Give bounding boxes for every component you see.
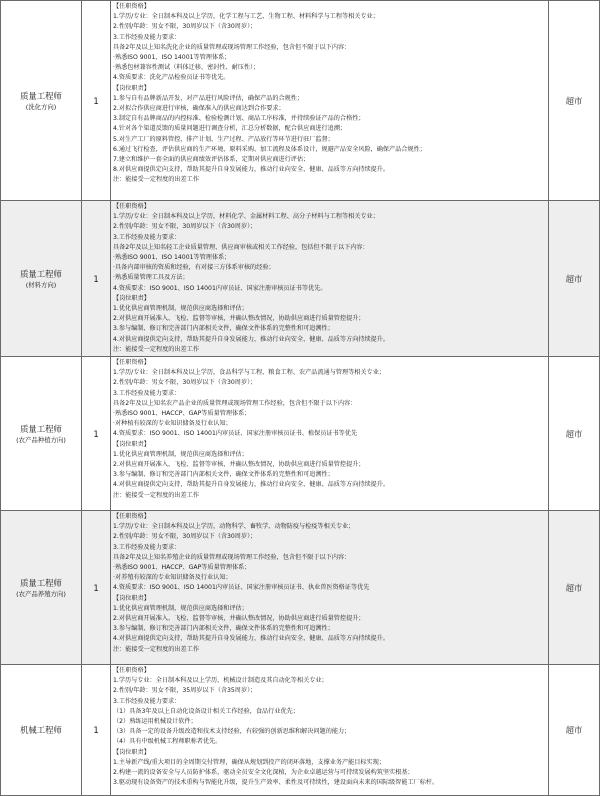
description-line: 3.参与编制、修订和完善部门内部相关文件，确保文件体系的完整性和可追溯性； xyxy=(113,325,334,333)
description-line: 7.建立和维护一套全面的供应商绩效评估体系，定期对供应商进行评估； xyxy=(113,156,310,164)
description-line: 3.工作经验及能力要求： xyxy=(113,389,181,397)
description-line: ·对种植有较深的专业知识储备及行业认知； xyxy=(113,420,232,428)
job-title-cell xyxy=(1,1,82,201)
description-line: 5.对生产工厂的原料管控、排产计划、生产过程、产品放行等环节进行驻厂监督； xyxy=(113,135,334,143)
description-line: 3.制定自有品牌商品的内控标准、检验检测计划、商品工序标准，并持续验证产品的合格性； xyxy=(113,115,365,123)
description-line: 2.对供应商开展准入、飞检、监督等审核，并确认整改情况，协助供应商进行质量管控提升； xyxy=(113,615,365,623)
description-line: 1.学历/专业：全日制本科及以上学历，食品科学与工程、粮食工程、农产品流通与管理等相关专业； xyxy=(113,369,385,377)
headcount: 1 xyxy=(82,1,111,201)
description-line: 2.性别/年龄：男女不限，30周岁以下（含30周岁）； xyxy=(113,379,257,387)
description-line: 【岗位职责】 xyxy=(113,440,150,448)
description-line: ·熟悉质量管理工具及方法； xyxy=(113,274,189,282)
job-direction: (洗化方向) xyxy=(25,102,57,111)
description-line: ·熟悉ISO 9001、ISO 14001等管理体系； xyxy=(113,254,231,262)
description-line: 注：能接受一定程度的出差工作 xyxy=(113,491,199,499)
job-title: 机械工程师 xyxy=(20,725,62,736)
job-row xyxy=(1,357,600,511)
description-line: 4.资质要求：洗化产品检验员证书等优先。 xyxy=(113,74,230,82)
description-line: 2.性别/年龄：男女不限，30周岁以下（含30周岁）； xyxy=(113,223,257,231)
job-title-cell xyxy=(1,357,82,511)
description-line: 8.对供应商提供定向支持，帮助其提升自身发展能力，推动行业向安全、健康、品质等方向持续提升。 xyxy=(113,166,390,174)
description-line: 【岗位职责】 xyxy=(113,84,150,92)
description-line: 2.性别/年龄：男女不限，30周岁以下（含30周岁）； xyxy=(113,533,257,541)
description-line: 【任职资格】 xyxy=(113,513,150,521)
description-line: 具备2年及以上知名农产品企业的质量管理或现场管理工作经验，包含但不限于以下内容： xyxy=(113,399,357,407)
job-title: 质量工程师 xyxy=(20,90,62,101)
description-line: 4.资质要求：ISO 9001、ISO 14001内审员证、国家注册审核员证书、执业兽医资格证等优先 xyxy=(113,584,370,592)
job-row xyxy=(1,1,600,201)
description-line: 3.工作经验及能力要求： xyxy=(113,697,181,705)
headcount: 1 xyxy=(82,201,111,357)
description-line: ·具备内部审核的资质和经验，有对接三方体系审核的经验； xyxy=(113,264,275,272)
department: 超市 xyxy=(549,511,600,665)
job-title: 质量工程师 xyxy=(20,423,62,434)
description-line: 2.对拟合作供应商进行审核，确保准入的供应商达到合作要求； xyxy=(113,105,285,113)
description-line: 4.对供应商提供定向支持，帮助其提升自身发展能力，推动行业向安全、健康、品质等方向持续提升。 xyxy=(113,481,390,489)
description-line: ·熟悉ISO 9001、ISO 14001等管理体系； xyxy=(113,54,231,62)
description-line: 3.工作经验及能力要求： xyxy=(113,543,181,551)
description-line: 2.对供应商开展准入、飞检、监督等审核，并确认整改情况，协助供应商进行质量管控提升； xyxy=(113,315,365,323)
description-line: 1.学历/专业：全日制本科及以上学历，动物科学、畜牧学、动物防疫与检疫等相关专业； xyxy=(113,523,355,531)
department: 超市 xyxy=(549,1,600,201)
description-line: 1.主导新产线/重大项目的全周期交付管理，确保从规划到投产的闭环落地，支撑业务产能目标实现； xyxy=(113,758,385,766)
description-line: 具备2年及以上知名养殖企业的质量管理或现场管理工作经验，包含但不限于以下内容： xyxy=(113,553,351,561)
description-line: 4.针对各个渠道反馈的质量问题进行调查分析，汇总分析数据，配合供应商进行追溯； xyxy=(113,125,347,133)
job-title-cell xyxy=(1,665,82,796)
job-direction: (农产品养殖方向) xyxy=(16,589,66,598)
job-direction: (农产品种植方向) xyxy=(16,435,66,444)
job-description xyxy=(111,1,549,201)
description-line: 【任职资格】 xyxy=(113,3,150,10)
description-line: 1.学历/专业：全日制本科及以上学历，材料化学、金属材料工程、高分子材料与工程等相关专业； xyxy=(113,213,379,221)
description-line: 1.优化供应商管理机制，规范供应商选择和评估； xyxy=(113,450,248,458)
description-line: 3.工作经验及能力要求： xyxy=(113,33,181,41)
job-direction: (材料方向) xyxy=(25,280,57,289)
job-description xyxy=(111,511,549,665)
description-line: 1.学历/专业：全日制本科及以上学历，化学工程与工艺、生物工程、材料科学与工程等相关专业； xyxy=(113,13,379,21)
description-line: 4.资质要求：ISO 9001、ISO 14001内审员证、国家注册审核员证书等优先。 xyxy=(113,284,327,292)
department: 超市 xyxy=(549,665,600,796)
job-description xyxy=(111,357,549,511)
description-line: 【任职资格】 xyxy=(113,203,150,210)
description-line: （1）具备3年及以上自动化设备设计相关工作经验，食品行业优先； xyxy=(113,707,299,715)
description-line: ·熟悉ISO 9001、HACCP、GAP等质量管理体系； xyxy=(113,564,251,572)
job-row xyxy=(1,201,600,357)
department: 超市 xyxy=(549,357,600,511)
description-line: 3.驱动现有设备资产的技术重构与智能化升级，提升生产效率、柔性及可持续性，建设面向未来的国际级智能工厂标杆。 xyxy=(113,779,439,787)
job-title: 质量工程师 xyxy=(20,577,62,588)
description-line: 2.性别/年龄：男女不限，30周岁以下（含30周岁）； xyxy=(113,23,257,31)
description-line: 4.对供应商提供定向支持，帮助其提升自身发展能力，推动行业向安全、健康、品质等方向持续提升。 xyxy=(113,635,390,643)
job-title: 质量工程师 xyxy=(20,268,62,279)
description-line: （4）具有中级机械工程师职称者优先。 xyxy=(113,738,222,746)
description-line: 1.参与自有品牌新品开发，对产品进行风险评估，确保产品的合规性； xyxy=(113,94,304,102)
description-line: 2.对供应商开展准入、飞检、监督等审核，并确认整改情况，协助供应商进行质量管控提升； xyxy=(113,461,365,469)
job-description xyxy=(111,201,549,357)
job-title-cell xyxy=(1,511,82,665)
description-line: 4.对供应商提供定向支持，帮助其提升自身发展能力，推动行业向安全、健康、品质等方向持续提升。 xyxy=(113,335,390,343)
description-line: 注：能接受一定程度的出差工作 xyxy=(113,645,199,653)
description-line: 注：能接受一定程度的出差工作 xyxy=(113,345,199,353)
description-line: 1.学历与专业：全日制本科及以上学历，机械设计制造及其自动化等相关专业； xyxy=(113,677,328,685)
description-line: 【任职资格】 xyxy=(113,359,150,367)
job-row xyxy=(1,511,600,665)
description-line: 具备2年及以上知名洗化企业的质量管理或现场管理工作经验，包含但不限于以下内容： xyxy=(113,43,351,51)
job-description xyxy=(111,665,549,796)
description-line: 1.优化供应商管理机制，规范供应商选择和评估； xyxy=(113,305,248,313)
job-row xyxy=(1,665,600,796)
description-line: 6.通过飞行检查，评估供应商的生产环境、原料采购、加工流程及体系设计，规避产品安全风险，确保产品合规性； xyxy=(113,145,426,153)
description-line: 注：能接受一定程度的出差工作 xyxy=(113,176,199,184)
description-line: ·熟悉包材兼容性测试（料体迁移、密封性、耐压性）； xyxy=(113,64,260,72)
description-line: 3.参与编制、修订和完善部门内部相关文件，确保文件体系的完整性和可追溯性； xyxy=(113,471,334,479)
headcount: 1 xyxy=(82,511,111,665)
description-line: 4.资质要求：ISO 9001、ISO 14001内审员证、国家注册审核员证书、植保员证书等优先 xyxy=(113,430,358,438)
description-line: ·熟悉ISO 9001、HACCP、GAP等质量管理体系； xyxy=(113,410,251,418)
description-line: 2.构建一流的设备安全与人员防护体系，驱动全员安全文化深植，为企业卓越运营与可持续发展构筑坚实根基； xyxy=(113,769,414,777)
description-line: ·对养殖有较深的专业知识储备及行业认知； xyxy=(113,574,232,582)
description-line: 2.性别/年龄：男女不限，35周岁以下（含35周岁）； xyxy=(113,687,257,695)
description-line: 3.工作经验及能力要求： xyxy=(113,233,181,241)
description-line: （2）熟练运用机械设计软件； xyxy=(113,718,197,726)
description-line: 【任职资格】 xyxy=(113,667,150,675)
headcount: 1 xyxy=(82,665,111,796)
description-line: 3.参与编制、修订和完善部门内部相关文件，确保文件体系的完整性和可追溯性； xyxy=(113,625,334,633)
description-line: 【岗位职责】 xyxy=(113,594,150,602)
department: 超市 xyxy=(549,201,600,357)
description-line: 【岗位职责】 xyxy=(113,748,150,756)
description-line: （3）具备一定的设备升级改造和技术支持经验，有较强的创新思维和解决问题的能力； xyxy=(113,728,351,736)
headcount: 1 xyxy=(82,357,111,511)
job-table-body xyxy=(1,1,600,796)
description-line: 【岗位职责】 xyxy=(113,294,150,302)
description-line: 具备2年及以上知名轻工企业质量管理、供应商审核或相关工作经验，包括但不限于以下内容： xyxy=(113,243,369,251)
job-title-cell xyxy=(1,201,82,357)
description-line: 1.优化供应商管理机制，规范供应商选择和评估； xyxy=(113,604,248,612)
